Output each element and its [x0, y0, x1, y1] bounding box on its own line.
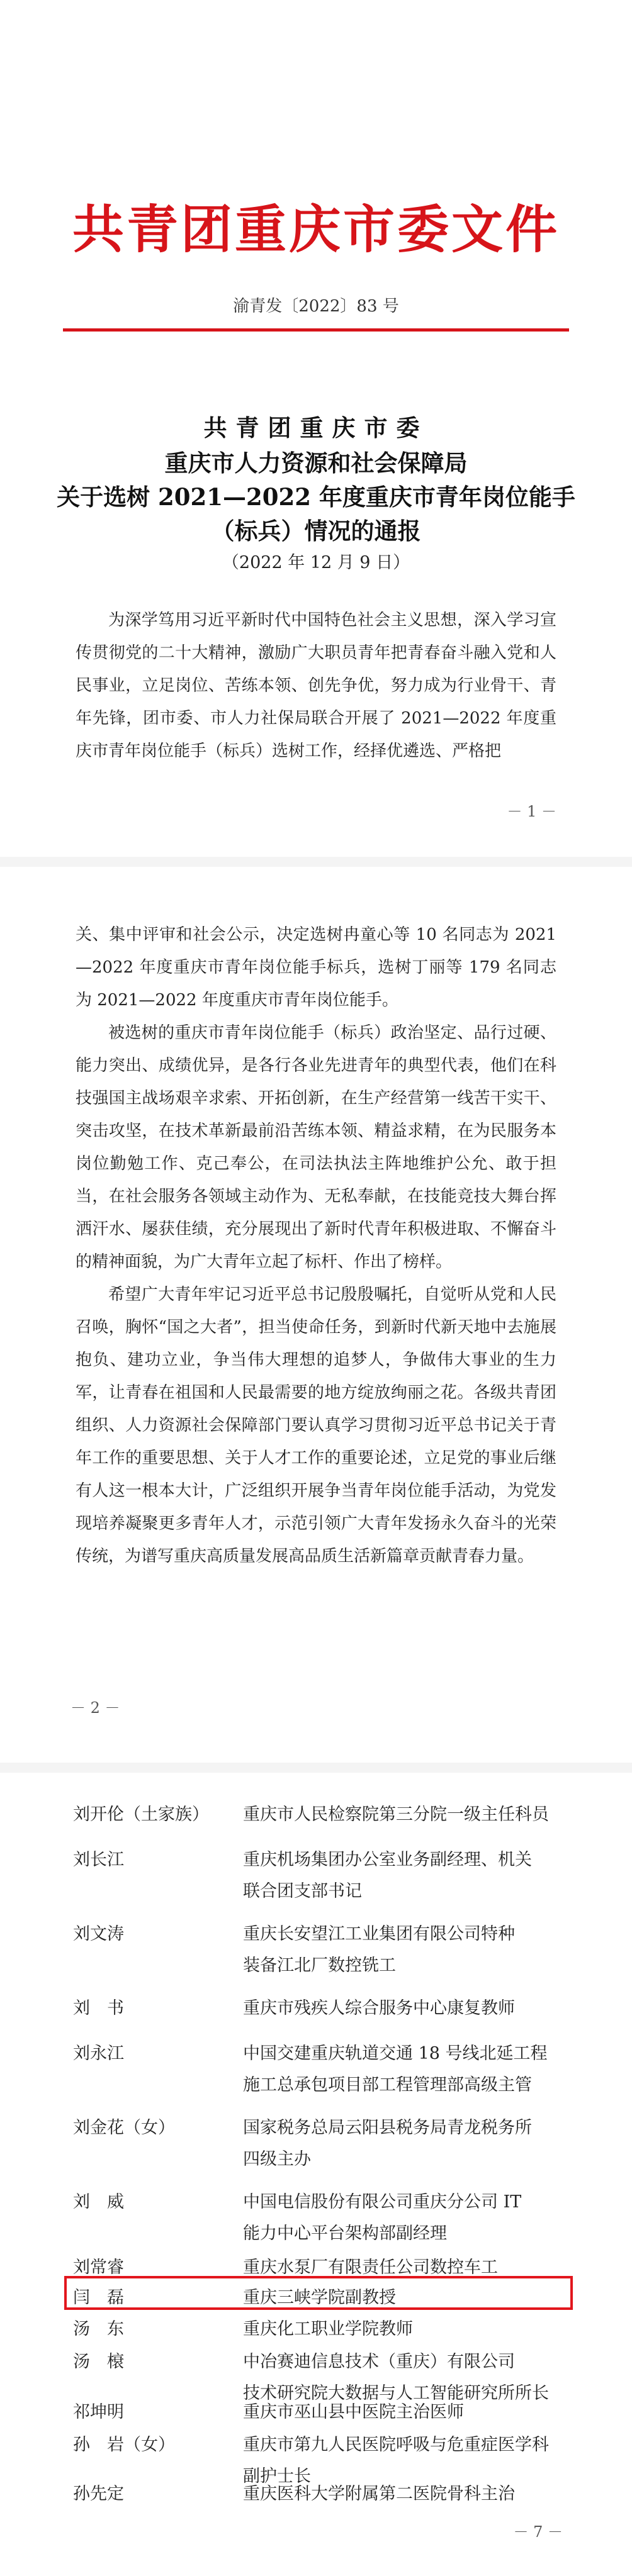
position-line: 中国交建重庆轨道交通 18 号线北延工程 [243, 2044, 548, 2063]
notice-title-line-2: （标兵）情况的通报 [211, 517, 421, 545]
position-line: 重庆机场集团办公室业务副经理、机关 [243, 1850, 532, 1870]
honoree-name: 刘 书 [73, 1999, 124, 2018]
position-line: 施工总承包项目部工程管理部高级主管 [243, 2075, 532, 2095]
position-line: 中冶赛迪信息技术（重庆）有限公司 [243, 2352, 515, 2372]
notice-date: （2022 年 12 月 9 日） [222, 553, 410, 572]
honoree-name: 刘常睿 [73, 2258, 124, 2277]
page-3 [0, 1768, 632, 2576]
position-line: 国家税务总局云阳县税务局青龙税务所 [243, 2118, 532, 2138]
document-number: 渝青发〔2022〕83 号 [233, 297, 399, 316]
position-line: 重庆市人民检察院第三分院一级主任科员 [243, 1805, 549, 1824]
honoree-name: 刘永江 [73, 2044, 124, 2063]
honoree-name: 刘开伦（土家族） [73, 1805, 209, 1824]
page-number: － 7 － [513, 2523, 563, 2541]
position-line: 技术研究院大数据与人工智能研究所所长 [243, 2384, 549, 2403]
honoree-name: 刘 威 [73, 2192, 124, 2212]
paragraph: 为深学笃用习近平新时代中国特色社会主义思想，深入学习宣传贯彻党的二十大精神，激励广大职员青年把青春奋斗融入党和人民事业，立足岗位、苦练本领、创先争优，努力成为行业骨干、青年先锋，团市委、市人力社保局联合开展了 2021—2022 年度重庆市青年岗位能手（标兵）选树工作，经择优遴选、严格把 [76, 611, 556, 761]
position-line: 联合团支部书记 [243, 1882, 362, 1901]
paragraph: 希望广大青年牢记习近平总书记殷殷嘱托，自觉听从党和人民召唤，胸怀“国之大者”，担当使命任务，到新时代新天地中去施展抱负、建功立业，争当伟大理想的追梦人，争做伟大事业的生力军，让青春在祖国和人民最需要的地方绽放绚丽之花。各级共青团组织、人力资源社会保障部门要认真学习贯彻习近平总书记关于青年工作的重要思想、关于人才工作的重要论述，立足党的事业后继有人这一根本大计，广泛组织开展争当青年岗位能手活动，为党发现培养凝聚更多青年人才，示范引领广大青年发扬永久奋斗的光荣传统，为谱写重庆高质量发展高品质生活新篇章贡献青春力量。 [76, 1285, 556, 1566]
honoree-name: 汤 东 [73, 2319, 124, 2339]
honoree-position [243, 2397, 570, 2428]
body-text [76, 918, 556, 1573]
honoree-name: 刘金花（女） [73, 2118, 175, 2138]
highlight-box [64, 2276, 573, 2310]
position-line: 重庆长安望江工业集团有限公司特种 [243, 1924, 515, 1944]
paragraph: 被选树的重庆市青年岗位能手（标兵）政治坚定、品行过硬、能力突出、成绩优异，是各行各业先进青年的典型代表，他们在科技强国主战场艰辛求索、开拓创新，在生产经营第一线苦干实干、突击攻坚，在技术革新最前沿苦练本领、精益求精，在为民服务本岗位勤勉工作、克己奉公，在司法执法主阵地维护公允、敢于担当，在社会服务各领域主动作为、无私奉献，在技能竞技大舞台挥洒汗水、屡获佳绩，充分展现出了新时代青年积极进取、不懈奋斗的精神面貌，为广大青年立起了标杆、作出了榜样。 [76, 1023, 556, 1271]
page-number: － 2 － [71, 1699, 120, 1717]
position-line: 四级主办 [243, 2149, 311, 2169]
page-number: － 1 － [507, 803, 556, 820]
document-header-title: 共青团重庆市委文件 [72, 200, 560, 260]
position-line: 中国电信股份有限公司重庆分公司 IT [243, 2192, 522, 2212]
honoree-name: 祁坤明 [73, 2402, 124, 2422]
issuer-line-2: 重庆市人力资源和社会保障局 [164, 449, 468, 477]
paragraph: 关、集中评审和社会公示，决定选树冉童心等 10 名同志为 2021—2022 年度重庆市青年岗位能手标兵，选树丁丽等 179 名同志为 2021—2022 年度重庆市青年岗位能手。 [76, 925, 556, 1010]
honoree-name: 刘文涛 [73, 1924, 124, 1944]
red-divider-rule [63, 328, 569, 332]
honoree-position [243, 2187, 570, 2250]
honoree-position [243, 2314, 570, 2345]
honoree-position [243, 1993, 570, 2024]
position-line: 重庆市第九人民医院呼吸与危重症医学科 [243, 2435, 549, 2455]
notice-title-line-1: 关于选树 2021—2022 年度重庆市青年岗位能手 [57, 483, 575, 511]
honoree-position [243, 2112, 570, 2175]
body-text [76, 604, 556, 767]
position-line: 重庆三峡学院副教授 [243, 2288, 396, 2307]
position-line: 副护士长 [243, 2467, 311, 2486]
position-line: 重庆医科大学附属第二医院骨科主治 [243, 2484, 515, 2504]
honoree-name: 汤 榱 [73, 2352, 124, 2372]
honoree-position [243, 2038, 570, 2101]
position-line: 重庆水泵厂有限责任公司数控车工 [243, 2258, 498, 2277]
honoree-position [243, 1844, 570, 1907]
honoree-name: 闫 磊 [73, 2288, 124, 2307]
position-line: 重庆市巫山县中医院主治医师 [243, 2402, 464, 2422]
position-line: 重庆市残疾人综合服务中心康复教师 [243, 1999, 515, 2018]
page-1 [0, 0, 632, 862]
position-line: 能力中心平台架构部副经理 [243, 2224, 447, 2243]
honoree-name: 孙先定 [73, 2484, 124, 2504]
position-line: 重庆化工职业学院教师 [243, 2319, 413, 2339]
honoree-position [243, 1919, 570, 1982]
honoree-position [243, 1799, 570, 1831]
honoree-name: 刘长江 [73, 1850, 124, 1870]
honoree-name: 孙 岩（女） [73, 2435, 175, 2455]
honoree-position [243, 2478, 570, 2510]
issuer-line-1: 共青团重庆市委 [203, 414, 429, 442]
position-line: 装备江北厂数控铣工 [243, 1956, 396, 1975]
page-2 [0, 862, 632, 1768]
